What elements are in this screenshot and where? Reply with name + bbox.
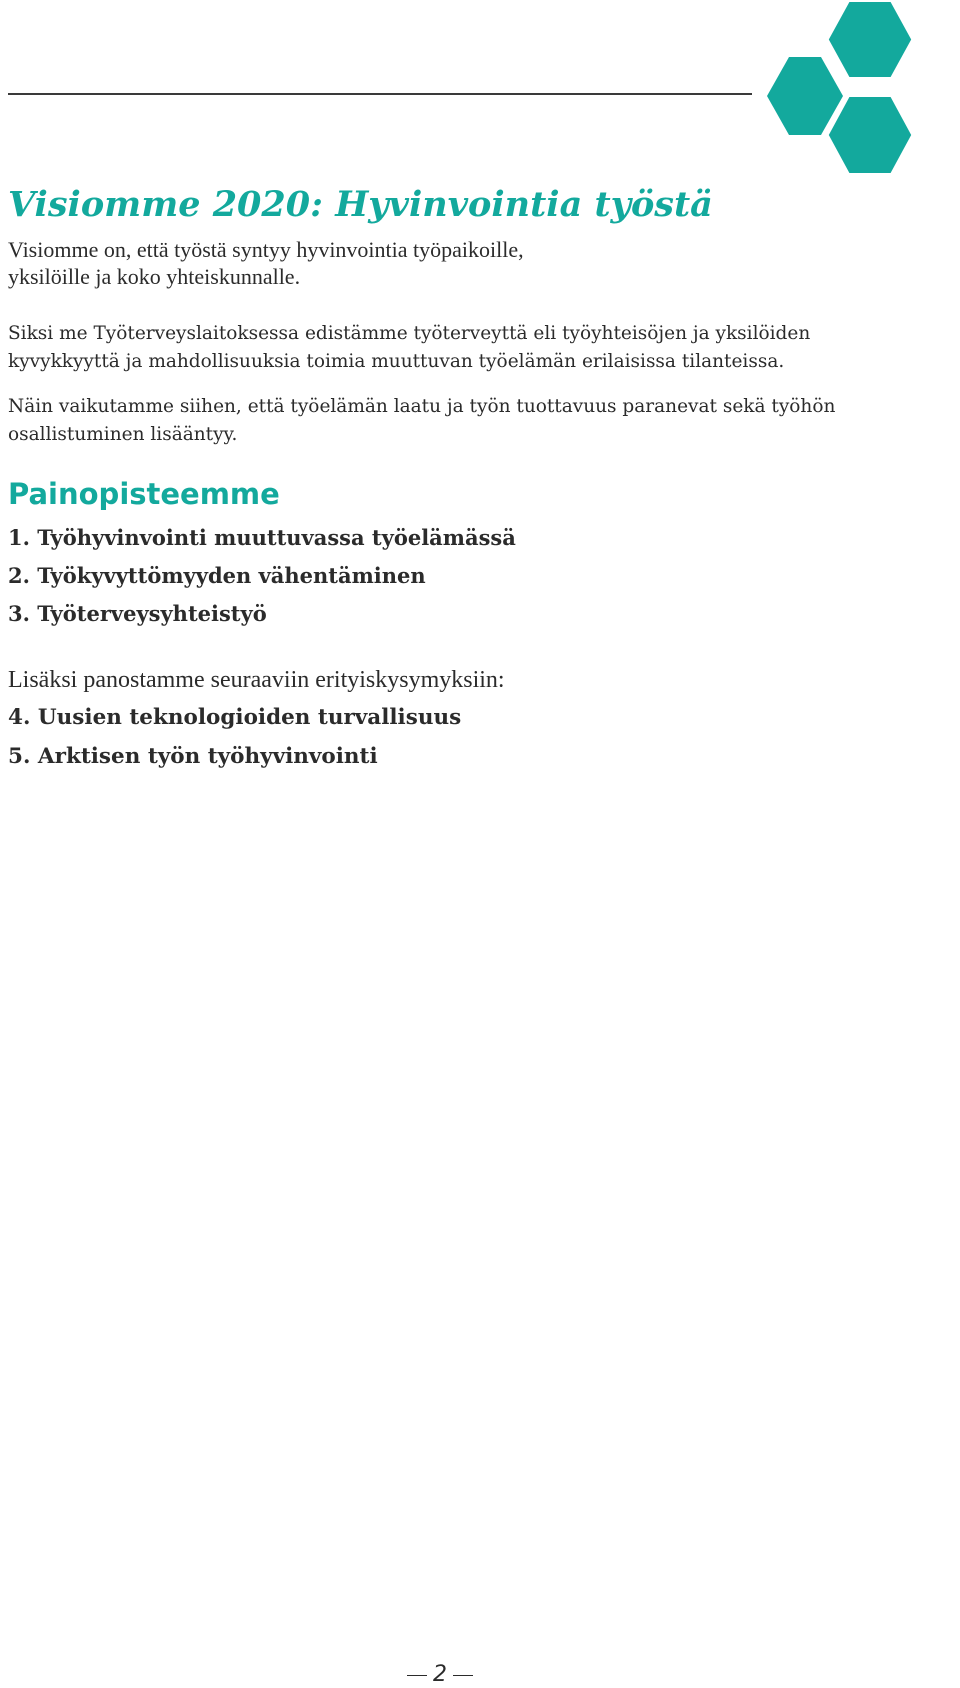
hexagon-bottom [829,97,911,173]
priorities-list [8,521,908,631]
page-title: Visiomme 2020: Hyvinvointia työstä [8,184,713,225]
paragraph-impact: Näin vaikutamme siihen, että työelämän laatu ja työn tuottavuus paranevat sekä työhön osallistuminen lisääntyy. [8,396,836,445]
vision-line-1: Visiomme on, että työstä syntyy hyvinvointia työpaikoille, [8,237,524,262]
priority-item: 1. Työhyvinvointi muuttuvassa työelämässä [8,525,516,550]
priorities-heading: Painopisteemme [8,477,280,511]
extra-item: 5. Arktisen työn työhyvinvointi [8,744,378,769]
hexagon-left [767,57,843,135]
page-number-dash-right [453,1675,473,1676]
paragraph-mission: Siksi me Työterveyslaitoksessa edistämme työterveyttä eli työyhteisöjen ja yksilöiden kyvykkyyttä ja mahdollisuuksia toimia muuttuvan työelämän erilaisissa tilanteissa. [8,323,811,372]
hexagon-top [829,2,911,77]
vision-statement [8,236,648,290]
priority-item: 3. Työterveysyhteistyö [8,601,267,626]
page-number-dash-left [407,1675,427,1676]
priority-item: 2. Työkyvyttömyyden vähentäminen [8,563,426,588]
hexagon-decoration [760,0,960,200]
extra-intro: Lisäksi panostamme seuraaviin erityiskysymyksiin: [8,667,505,693]
extra-list [8,701,908,774]
extra-item: 4. Uusien teknologioiden turvallisuus [8,705,462,730]
page-number [380,1662,500,1688]
header-rule [8,93,752,95]
vision-line-2: yksilöille ja koko yhteiskunnalle. [8,264,301,289]
page-number-value: 2 [433,1662,447,1687]
page-content [8,182,908,779]
